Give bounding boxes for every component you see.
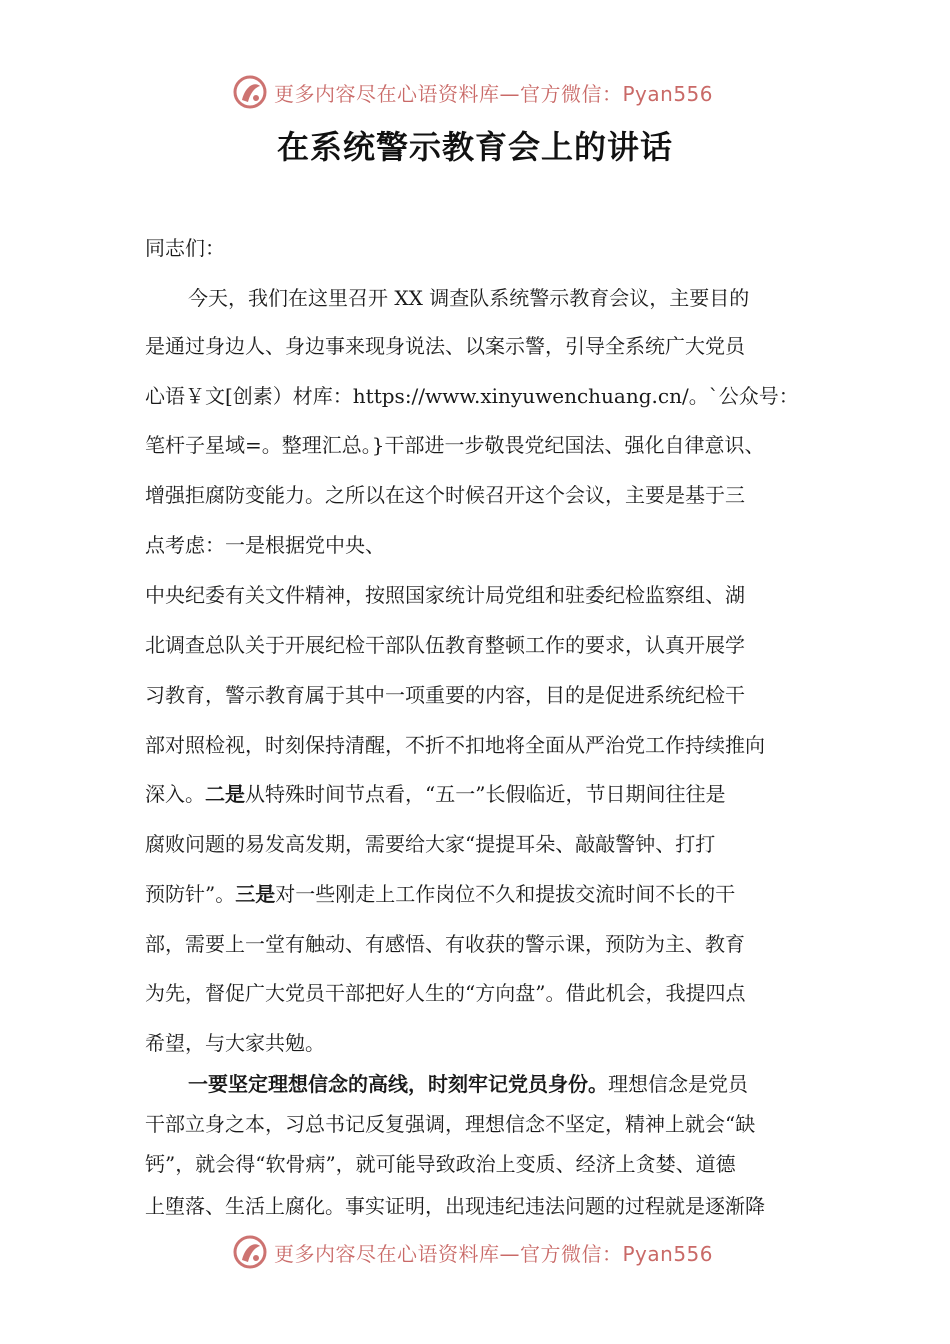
paragraph-line: 钙”，就会得“软骨病”，就可能导致政治上变质、经济上贪婪、道德 [145, 1152, 736, 1176]
paragraph-line [145, 878, 735, 907]
paragraph-line: 中央纪委有关文件精神，按照国家统计局党组和驻委纪检监察组、湖 [145, 583, 745, 607]
paragraph-line [145, 778, 725, 807]
paragraph-line: 北调查总队关于开展纪检干部队伍教育整顿工作的要求，认真开展学 [145, 633, 745, 657]
paragraph-line: 今天，我们在这里召开 XX 调查队系统警示教育会议，主要目的 [188, 286, 750, 310]
watermark-banner-bottom [0, 1232, 950, 1272]
line-text: 从特殊时间节点看，“五一”长假临近，节日期间往往是 [245, 782, 726, 806]
paragraph-line: 上堕落、生活上腐化。事实证明，出现违纪违法问题的过程就是逐渐降 [145, 1194, 765, 1218]
section-heading: 一要坚定理想信念的高线，时刻牢记党员身份。 [188, 1072, 608, 1096]
paragraph-line: 点考虑：一是根据党中央、 [145, 533, 385, 557]
paragraph-line: 腐败问题的易发高发期，需要给大家“提提耳朵、敲敲警钟、打打 [145, 832, 716, 856]
paragraph-line: 是通过身边人、身边事来现身说法、以案示警，引导全系统广大党员 [145, 334, 745, 358]
paragraph-line: 习教育，警示教育属于其中一项重要的内容，目的是促进系统纪检干 [145, 683, 745, 707]
watermark-banner-top [0, 72, 950, 112]
paragraph-line: 部对照检视，时刻保持清醒，不折不扣地将全面从严治党工作持续推向 [145, 733, 765, 757]
paragraph-line: 心语￥文[创素）材库：https://www.xinyuwenchuang.cn/。`公众号： [145, 384, 799, 408]
paragraph-line: 笔杆子星域=。整理汇总。}干部进一步敬畏党纪国法、强化自律意识、 [145, 433, 765, 457]
line-text: 深入。 [145, 782, 205, 806]
line-text: 对一些刚走上工作岗位不久和提拔交流时间不长的干 [275, 882, 736, 906]
bold-point-two: 二是 [205, 782, 245, 806]
logo-icon [232, 1234, 268, 1270]
salutation: 同志们： [145, 236, 225, 260]
line-text: 理想信念是党员 [608, 1072, 748, 1096]
watermark-text: 更多内容尽在心语资料库—官方微信：Pyan556 [274, 1241, 714, 1266]
paragraph-line [188, 1068, 748, 1097]
paragraph-line: 为先，督促广大党员干部把好人生的“方向盘”。借此机会，我提四点 [145, 981, 746, 1005]
document-title: 在系统警示教育会上的讲话 [276, 128, 673, 166]
paragraph-line: 部，需要上一堂有触动、有感悟、有收获的警示课，预防为主、教育 [145, 932, 745, 956]
paragraph-line: 希望，与大家共勉。 [145, 1031, 325, 1055]
watermark-text: 更多内容尽在心语资料库—官方微信：Pyan556 [274, 81, 714, 106]
paragraph-line: 增强拒腐防变能力。之所以在这个时候召开这个会议，主要是基于三 [145, 483, 745, 507]
paragraph-line: 干部立身之本，习总书记反复强调，理想信念不坚定，精神上就会“缺 [145, 1112, 756, 1136]
logo-icon [232, 74, 268, 110]
bold-point-three: 三是 [235, 882, 276, 906]
line-text: 预防针”。 [145, 882, 236, 906]
